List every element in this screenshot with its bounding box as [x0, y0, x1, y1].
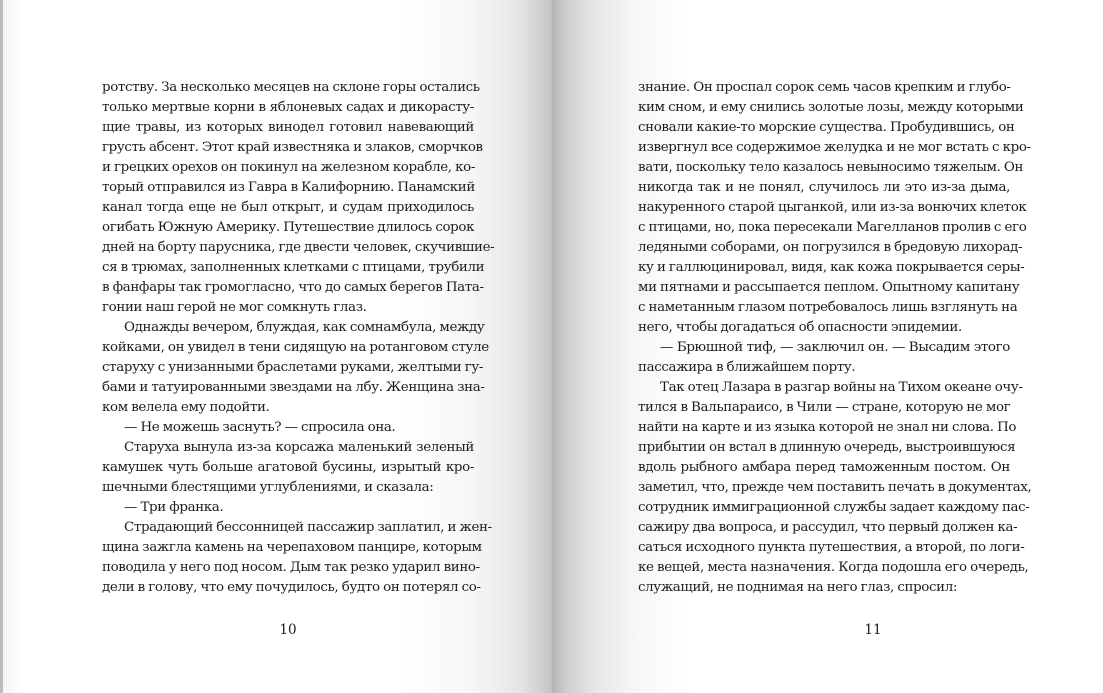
text-line: сновали какие-то морские существа. Пробудившись, он [638, 120, 1015, 135]
text-line: огибать Южную Америку. Путешествие длилось сорок [102, 220, 475, 235]
text-line: с птицами, но, пока пересекали Магелланов пролив с его [638, 220, 1027, 235]
text-line: поводила у него под носом. Дым так резко ударил вино- [102, 560, 480, 575]
text-line: сотрудник иммиграционной службы задает каждому пас- [638, 500, 1030, 515]
text-line: бами и татуированными звездами на лбу. Женщина зна- [102, 380, 485, 395]
text-line: щие травы, из которых винодел готовил навевающий [102, 120, 474, 135]
text-line: — Три франка. [124, 500, 224, 515]
text-line: вдоль рыбного амбара перед таможенным постом. Он [638, 460, 1010, 475]
text-line: канал тогда еще не был открыт, и судам приходилось [102, 200, 474, 215]
text-line: торый отправился из Гавра в Калифорнию. Панамский [102, 180, 475, 195]
text-line: ротству. За несколько месяцев на склоне горы остались [102, 80, 480, 95]
text-line: ся в трюмах, заполненных клетками с птицами, трубили [102, 260, 485, 275]
text-line: и грецких орехов он покинул на железном корабле, ко- [102, 160, 476, 175]
text-line: старуху с унизанными браслетами руками, желтыми гу- [102, 360, 484, 375]
text-line: накуренного старой цыганкой, или из-за вонючих клеток [638, 200, 1027, 215]
text-line: дели в голову, что ему почудилось, будто он потерял со- [102, 580, 481, 595]
right-page [552, 0, 1103, 693]
text-line: служащий, не поднимая на него глаз, спросил: [638, 580, 958, 595]
text-line: Так отец Лазара в разгар войны на Тихом океане очу- [660, 380, 1023, 395]
text-line: щина зажгла камень на черепаховом панцире, которым [102, 540, 482, 555]
text-line: знание. Он проспал сорок семь часов крепким и глубо- [638, 80, 1011, 95]
text-line: никогда так и не понял, случилось ли это из-за дыма, [638, 180, 1010, 195]
right-page-text [638, 78, 1032, 598]
text-line: ким сном, и ему снились золотые лозы, между которыми [638, 100, 1024, 115]
text-line: найти на карте и из языка которой не знал ни слова. По [638, 420, 1017, 435]
text-line: него, чтобы догадаться об опасности эпидемии. [638, 320, 962, 335]
text-line: ледяными соборами, он погрузился в бредовую лихорад- [638, 240, 1023, 255]
text-line: ку и галлюцинировал, видя, как кожа покрывается серы- [638, 260, 1025, 275]
text-line: только мертвые корни в яблоневых садах и дикорасту- [102, 100, 474, 115]
text-line: Страдающий бессонницей пассажир заплатил, и жен- [124, 520, 492, 535]
text-line: пассажира в ближайшем порту. [638, 360, 856, 375]
text-line: — Брюшной тиф, — заключил он. — Высадим этого [660, 340, 1010, 355]
text-line: ми пятнами и рассыпается пеплом. Опытному капитану [638, 280, 1020, 295]
text-line: сажиру два вопроса, и рассудил, что первый должен ка- [638, 520, 1018, 535]
text-line: гонии наш герой не мог сомкнуть глаз. [102, 300, 367, 315]
text-line: извергнул все содержимое желудка и не мог встать с кро- [638, 140, 1031, 155]
text-line: прибытии он встал в длинную очередь, выстроившуюся [638, 440, 1016, 455]
text-line: с наметанным глазом потребовалось лишь взглянуть на [638, 300, 1018, 315]
text-line: — Не можешь заснуть? — спросила она. [124, 420, 396, 435]
text-line: грусть абсент. Этот край известняка и злаков, сморчков [102, 140, 483, 155]
text-line: тился в Вальпараисо, в Чили — стране, которую не мог [638, 400, 1011, 415]
text-line: саться исходного пункта путешествия, а второй, по логи- [638, 540, 1025, 555]
text-line: ком велела ему подойти. [102, 400, 270, 415]
text-line: Однажды вечером, блуждая, как сомнамбула, между [124, 320, 485, 335]
text-line: шечными блестящими углублениями, и сказала: [102, 480, 434, 495]
right-page-number: 11 [864, 622, 882, 638]
text-line: Старуха вынула из-за корсажа маленький зеленый [124, 440, 474, 455]
text-line: койками, он увидел в тени сидящую на ротанговом стуле [102, 340, 489, 355]
left-page-number: 10 [279, 622, 297, 638]
text-line: камушек чуть больше агатовой бусины, изрытый кро- [102, 460, 474, 475]
text-line: дней на борту парусника, где двести человек, скучившие- [102, 240, 495, 255]
text-line: заметил, что, прежде чем поставить печать в документах, [638, 480, 1032, 495]
text-line: в фанфары так громогласно, что до самых берегов Пата- [102, 280, 484, 295]
left-page-text [102, 78, 495, 598]
text-line: ке вещей, места назначения. Когда подошла его очередь, [638, 560, 1029, 575]
text-line: вати, поскольку тело казалось невыносимо тяжелым. Он [638, 160, 1024, 175]
